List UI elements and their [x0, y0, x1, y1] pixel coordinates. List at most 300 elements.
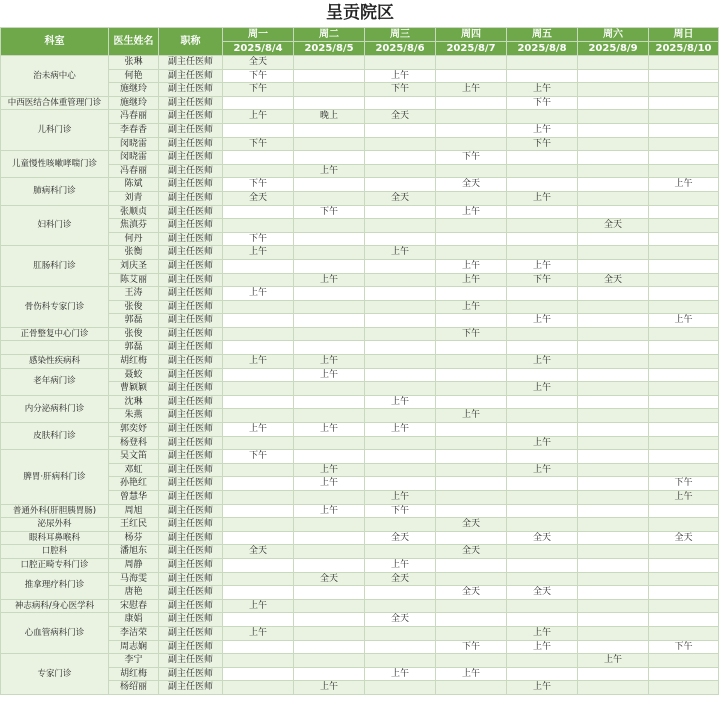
schedule-cell [294, 436, 365, 450]
doctor-title-cell: 副主任医师 [159, 423, 223, 437]
doctor-name-cell: 朱燕 [109, 409, 159, 423]
schedule-cell [578, 395, 649, 409]
doctor-name-cell: 李洁荣 [109, 626, 159, 640]
schedule-cell: 上午 [436, 83, 507, 97]
table-row [1, 341, 719, 355]
schedule-cell [436, 355, 507, 369]
header-date: 2025/8/6 [365, 42, 436, 56]
schedule-cell [436, 395, 507, 409]
doctor-name-cell: 沈琳 [109, 395, 159, 409]
doctor-name-cell: 宋慰春 [109, 599, 159, 613]
schedule-cell: 上午 [223, 287, 294, 301]
schedule-cell [294, 382, 365, 396]
header-dept: 科室 [1, 28, 109, 56]
table-row [1, 572, 719, 586]
schedule-cell [365, 178, 436, 192]
schedule-cell: 全天 [578, 219, 649, 233]
doctor-title-cell: 副主任医师 [159, 110, 223, 124]
schedule-cell [294, 395, 365, 409]
schedule-cell [507, 69, 578, 83]
schedule-cell: 下午 [436, 151, 507, 165]
schedule-cell [436, 314, 507, 328]
doctor-name-cell: 吴文笛 [109, 450, 159, 464]
schedule-cell [507, 613, 578, 627]
schedule-cell [436, 341, 507, 355]
schedule-cell: 上午 [365, 491, 436, 505]
doctor-name-cell: 胡红梅 [109, 667, 159, 681]
doctor-name-cell: 曹颖颖 [109, 382, 159, 396]
doctor-title-cell: 副主任医师 [159, 96, 223, 110]
schedule-cell: 下午 [436, 640, 507, 654]
schedule-cell [436, 69, 507, 83]
schedule-cell [578, 287, 649, 301]
department-cell: 儿科门诊 [1, 110, 109, 151]
schedule-cell [223, 395, 294, 409]
schedule-cell: 上午 [223, 423, 294, 437]
schedule-cell: 上午 [365, 667, 436, 681]
doctor-name-cell: 康娟 [109, 613, 159, 627]
schedule-cell: 上午 [223, 110, 294, 124]
schedule-cell [578, 423, 649, 437]
schedule-cell [507, 504, 578, 518]
department-cell: 皮肤科门诊 [1, 423, 109, 450]
schedule-cell [294, 586, 365, 600]
schedule-cell: 上午 [436, 259, 507, 273]
table-row [1, 164, 719, 178]
schedule-cell [578, 463, 649, 477]
table-row [1, 259, 719, 273]
schedule-cell [578, 69, 649, 83]
doctor-name-cell: 周静 [109, 558, 159, 572]
doctor-title-cell: 副主任医师 [159, 219, 223, 233]
schedule-cell: 下午 [294, 205, 365, 219]
schedule-cell [507, 423, 578, 437]
schedule-cell [507, 558, 578, 572]
doctor-name-cell: 张俊 [109, 300, 159, 314]
doctor-title-cell: 副主任医师 [159, 477, 223, 491]
table-row [1, 409, 719, 423]
schedule-cell [649, 518, 719, 532]
schedule-cell [294, 518, 365, 532]
schedule-cell: 下午 [436, 327, 507, 341]
schedule-cell: 晚上 [294, 110, 365, 124]
doctor-title-cell: 副主任医师 [159, 545, 223, 559]
page-title: 呈贡院区 [326, 3, 394, 23]
schedule-cell [507, 491, 578, 505]
schedule-cell [294, 327, 365, 341]
doctor-name-cell: 张琳 [109, 56, 159, 70]
schedule-cell [223, 436, 294, 450]
schedule-cell [507, 327, 578, 341]
schedule-cell [294, 69, 365, 83]
department-cell: 肺病科门诊 [1, 178, 109, 205]
schedule-cell [223, 314, 294, 328]
schedule-cell [223, 477, 294, 491]
schedule-cell [649, 110, 719, 124]
schedule-cell: 全天 [365, 613, 436, 627]
schedule-cell [578, 667, 649, 681]
schedule-cell [294, 626, 365, 640]
header-date: 2025/8/5 [294, 42, 365, 56]
schedule-cell [365, 314, 436, 328]
department-cell: 脾胃·肝病科门诊 [1, 450, 109, 504]
schedule-cell [223, 96, 294, 110]
table-row [1, 205, 719, 219]
table-row [1, 314, 719, 328]
schedule-cell [649, 151, 719, 165]
doctor-name-cell: 闵晓雷 [109, 137, 159, 151]
schedule-cell [436, 368, 507, 382]
doctor-title-cell: 副主任医师 [159, 531, 223, 545]
schedule-cell [507, 395, 578, 409]
schedule-cell [365, 300, 436, 314]
schedule-cell [294, 219, 365, 233]
schedule-cell [578, 681, 649, 695]
department-cell: 中西医结合体重管理门诊 [1, 96, 109, 110]
schedule-cell [365, 477, 436, 491]
doctor-title-cell: 副主任医师 [159, 191, 223, 205]
table-row [1, 640, 719, 654]
schedule-cell [578, 137, 649, 151]
schedule-cell [365, 626, 436, 640]
schedule-cell [578, 545, 649, 559]
doctor-title-cell: 副主任医师 [159, 232, 223, 246]
schedule-cell [223, 463, 294, 477]
schedule-cell: 上午 [294, 477, 365, 491]
schedule-cell [649, 667, 719, 681]
schedule-cell: 上午 [507, 681, 578, 695]
schedule-cell [507, 341, 578, 355]
schedule-cell [223, 531, 294, 545]
schedule-cell [365, 382, 436, 396]
doctor-title-cell: 副主任医师 [159, 558, 223, 572]
doctor-title-cell: 副主任医师 [159, 654, 223, 668]
schedule-cell [436, 599, 507, 613]
schedule-cell [649, 355, 719, 369]
schedule-cell: 上午 [294, 273, 365, 287]
doctor-name-cell: 王红民 [109, 518, 159, 532]
doctor-name-cell: 郭奕妤 [109, 423, 159, 437]
schedule-cell [649, 205, 719, 219]
table-row [1, 123, 719, 137]
department-cell: 口腔科 [1, 545, 109, 559]
schedule-cell [294, 151, 365, 165]
department-cell: 内分泌病科门诊 [1, 395, 109, 422]
schedule-cell [649, 137, 719, 151]
schedule-cell: 上午 [223, 246, 294, 260]
schedule-cell [649, 572, 719, 586]
table-row [1, 327, 719, 341]
schedule-cell [294, 96, 365, 110]
schedule-cell [365, 219, 436, 233]
schedule-cell: 上午 [294, 368, 365, 382]
schedule-cell [436, 382, 507, 396]
doctor-name-cell: 杨登科 [109, 436, 159, 450]
schedule-cell [649, 69, 719, 83]
schedule-cell [436, 463, 507, 477]
table-row [1, 477, 719, 491]
schedule-cell [223, 151, 294, 165]
schedule-cell [223, 300, 294, 314]
doctor-title-cell: 副主任医师 [159, 518, 223, 532]
schedule-cell: 上午 [294, 681, 365, 695]
department-cell [1, 341, 109, 355]
schedule-cell [365, 96, 436, 110]
schedule-cell: 上午 [365, 395, 436, 409]
schedule-cell [507, 572, 578, 586]
schedule-cell [365, 56, 436, 70]
doctor-name-cell: 杨绍丽 [109, 681, 159, 695]
schedule-cell [365, 355, 436, 369]
doctor-name-cell: 何丹 [109, 232, 159, 246]
doctor-name-cell: 郭磊 [109, 314, 159, 328]
schedule-cell [365, 205, 436, 219]
doctor-title-cell: 副主任医师 [159, 259, 223, 273]
schedule-cell [649, 191, 719, 205]
table-row [1, 151, 719, 165]
schedule-cell [507, 178, 578, 192]
schedule-cell [223, 382, 294, 396]
schedule-cell [578, 191, 649, 205]
schedule-cell: 上午 [507, 314, 578, 328]
schedule-cell: 全天 [223, 191, 294, 205]
doctor-title-cell: 副主任医师 [159, 246, 223, 260]
schedule-cell: 下午 [507, 137, 578, 151]
schedule-cell [436, 287, 507, 301]
schedule-cell [436, 572, 507, 586]
schedule-cell [578, 83, 649, 97]
doctor-title-cell: 副主任医师 [159, 341, 223, 355]
schedule-cell [578, 477, 649, 491]
doctor-name-cell: 马海雯 [109, 572, 159, 586]
schedule-cell [507, 599, 578, 613]
schedule-cell [365, 654, 436, 668]
doctor-title-cell: 副主任医师 [159, 409, 223, 423]
table-row [1, 368, 719, 382]
schedule-cell [578, 110, 649, 124]
schedule-cell [507, 151, 578, 165]
schedule-cell [365, 409, 436, 423]
schedule-cell: 全天 [507, 531, 578, 545]
header-date: 2025/8/8 [507, 42, 578, 56]
schedule-cell [507, 246, 578, 260]
department-cell: 治未病中心 [1, 56, 109, 97]
schedule-cell [365, 341, 436, 355]
schedule-cell [223, 667, 294, 681]
department-cell: 专家门诊 [1, 654, 109, 695]
schedule-cell [649, 681, 719, 695]
table-row [1, 654, 719, 668]
schedule-cell [294, 178, 365, 192]
department-cell: 感染性疾病科 [1, 355, 109, 369]
schedule-cell: 下午 [223, 69, 294, 83]
schedule-cell [649, 395, 719, 409]
schedule-cell [507, 477, 578, 491]
schedule-cell: 上午 [436, 205, 507, 219]
schedule-cell: 上午 [507, 191, 578, 205]
schedule-cell [578, 626, 649, 640]
schedule-cell [365, 164, 436, 178]
schedule-cell [578, 491, 649, 505]
schedule-cell [507, 654, 578, 668]
schedule-cell [578, 558, 649, 572]
doctor-title-cell: 副主任医师 [159, 355, 223, 369]
schedule-cell: 上午 [649, 314, 719, 328]
schedule-cell: 上午 [365, 423, 436, 437]
schedule-cell [578, 613, 649, 627]
schedule-cell [578, 382, 649, 396]
schedule-cell: 上午 [294, 504, 365, 518]
department-cell: 眼科耳鼻喉科 [1, 531, 109, 545]
schedule-cell [436, 96, 507, 110]
schedule-cell [294, 450, 365, 464]
schedule-cell [294, 640, 365, 654]
schedule-cell [578, 531, 649, 545]
doctor-title-cell: 副主任医师 [159, 368, 223, 382]
schedule-cell: 下午 [365, 504, 436, 518]
schedule-cell [294, 83, 365, 97]
header-weekday: 周五 [507, 28, 578, 42]
schedule-cell [365, 368, 436, 382]
schedule-cell [578, 56, 649, 70]
table-row [1, 191, 719, 205]
schedule-cell: 上午 [294, 463, 365, 477]
schedule-cell [507, 667, 578, 681]
doctor-name-cell: 周旭 [109, 504, 159, 518]
schedule-cell [436, 613, 507, 627]
schedule-cell [507, 450, 578, 464]
schedule-cell [649, 287, 719, 301]
department-cell: 神志病科/身心医学科 [1, 599, 109, 613]
doctor-name-cell: 郭磊 [109, 341, 159, 355]
schedule-cell [507, 287, 578, 301]
department-cell: 心血管病科门诊 [1, 613, 109, 654]
schedule-cell: 下午 [365, 83, 436, 97]
schedule-cell [365, 137, 436, 151]
schedule-cell: 上午 [365, 558, 436, 572]
table-row [1, 83, 719, 97]
schedule-cell [436, 436, 507, 450]
doctor-name-cell: 胡红梅 [109, 355, 159, 369]
schedule-cell [649, 219, 719, 233]
schedule-cell [507, 518, 578, 532]
doctor-title-cell: 副主任医师 [159, 436, 223, 450]
doctor-name-cell: 王涛 [109, 287, 159, 301]
doctor-name-cell: 张衡 [109, 246, 159, 260]
schedule-cell [578, 327, 649, 341]
schedule-cell: 全天 [365, 531, 436, 545]
schedule-cell: 上午 [294, 423, 365, 437]
table-row [1, 69, 719, 83]
header-weekday: 周四 [436, 28, 507, 42]
table-row [1, 395, 719, 409]
doctor-name-cell: 曾慧华 [109, 491, 159, 505]
doctor-name-cell: 陈斌 [109, 178, 159, 192]
schedule-cell: 上午 [436, 300, 507, 314]
doctor-name-cell: 何艳 [109, 69, 159, 83]
schedule-cell [223, 654, 294, 668]
schedule-cell: 下午 [223, 450, 294, 464]
schedule-cell [436, 681, 507, 695]
doctor-title-cell: 副主任医师 [159, 599, 223, 613]
schedule-cell: 上午 [507, 83, 578, 97]
table-row [1, 56, 719, 70]
schedule-cell [223, 273, 294, 287]
table-row [1, 110, 719, 124]
schedule-cell: 上午 [436, 409, 507, 423]
schedule-cell [649, 436, 719, 450]
schedule-cell [294, 599, 365, 613]
schedule-cell [223, 518, 294, 532]
schedule-cell [365, 123, 436, 137]
header-weekday: 周六 [578, 28, 649, 42]
schedule-cell [578, 341, 649, 355]
schedule-cell [223, 327, 294, 341]
schedule-cell [649, 341, 719, 355]
schedule-cell [649, 423, 719, 437]
schedule-cell [294, 341, 365, 355]
schedule-cell: 上午 [649, 178, 719, 192]
schedule-cell [294, 545, 365, 559]
table-row [1, 96, 719, 110]
doctor-title-cell: 副主任医师 [159, 123, 223, 137]
schedule-cell [294, 409, 365, 423]
header-date: 2025/8/9 [578, 42, 649, 56]
doctor-title-cell: 副主任医师 [159, 287, 223, 301]
schedule-cell [365, 599, 436, 613]
schedule-cell [294, 259, 365, 273]
schedule-cell: 全天 [223, 545, 294, 559]
schedule-cell: 上午 [507, 123, 578, 137]
schedule-cell [294, 246, 365, 260]
table-row [1, 463, 719, 477]
schedule-cell [649, 463, 719, 477]
schedule-cell [578, 205, 649, 219]
schedule-cell: 下午 [223, 178, 294, 192]
schedule-cell [507, 409, 578, 423]
schedule-cell [578, 599, 649, 613]
doctor-name-cell: 李宁 [109, 654, 159, 668]
schedule-cell [223, 164, 294, 178]
schedule-cell [578, 300, 649, 314]
doctor-title-cell: 副主任医师 [159, 137, 223, 151]
table-row [1, 531, 719, 545]
doctor-name-cell: 张俊 [109, 327, 159, 341]
schedule-cell [294, 232, 365, 246]
schedule-cell [223, 491, 294, 505]
schedule-cell [294, 654, 365, 668]
schedule-cell: 上午 [223, 599, 294, 613]
schedule-cell: 上午 [507, 626, 578, 640]
schedule-cell [223, 504, 294, 518]
schedule-cell [294, 314, 365, 328]
schedule-cell [649, 300, 719, 314]
doctor-title-cell: 副主任医师 [159, 395, 223, 409]
schedule-cell: 上午 [294, 164, 365, 178]
schedule-cell: 下午 [223, 83, 294, 97]
department-cell: 骨伤科专家门诊 [1, 287, 109, 328]
schedule-cell [223, 259, 294, 273]
schedule-cell [436, 123, 507, 137]
schedule-cell: 上午 [507, 355, 578, 369]
doctor-title-cell: 副主任医师 [159, 164, 223, 178]
doctor-title-cell: 副主任医师 [159, 205, 223, 219]
schedule-cell [436, 110, 507, 124]
doctor-name-cell: 孙艳红 [109, 477, 159, 491]
doctor-name-cell: 邓虹 [109, 463, 159, 477]
schedule-cell [436, 504, 507, 518]
schedule-cell [294, 531, 365, 545]
